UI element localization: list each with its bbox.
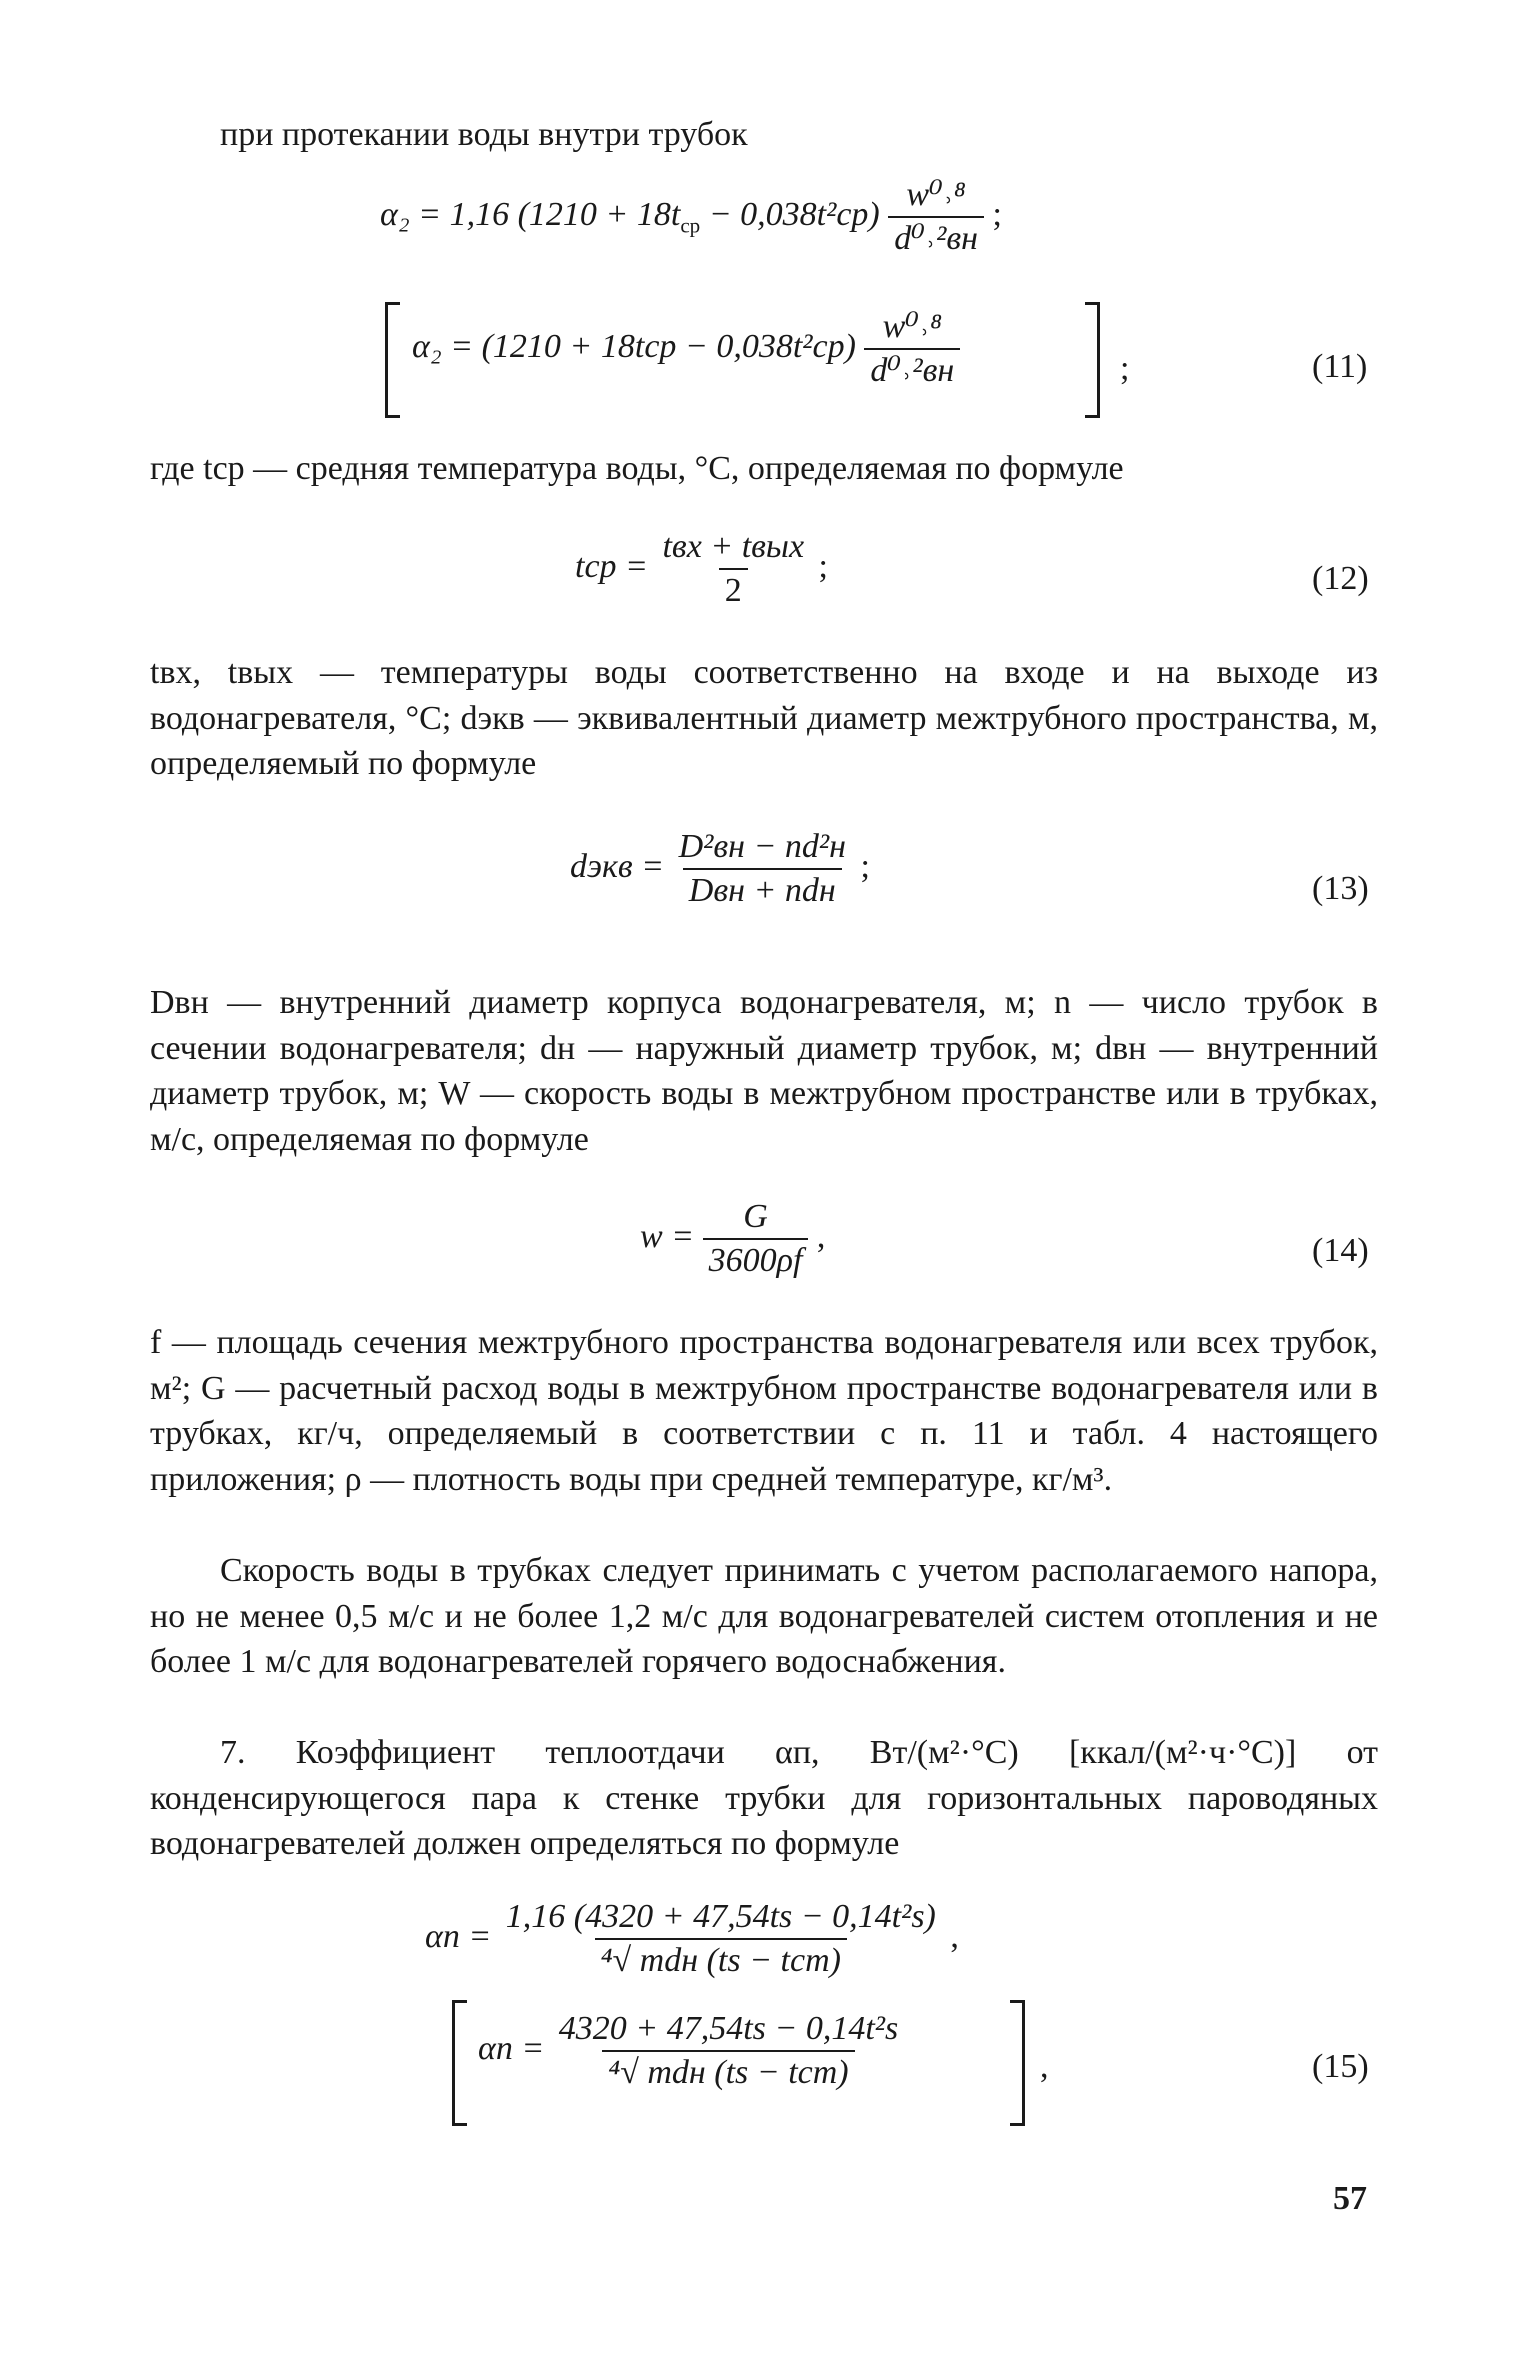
eq14-left: w = [640, 1217, 695, 1255]
page-number: 57 [1333, 2180, 1367, 2217]
equation-number-12: (12) [1312, 560, 1369, 597]
equation-number-14: (14) [1312, 1232, 1369, 1269]
equation-13 [570, 830, 870, 908]
eq11-line2-tail: ; [1120, 350, 1130, 387]
eq11-right-bracket [1085, 302, 1100, 418]
eq11-line2-denominator: d⁰˒²вн [864, 348, 960, 388]
eq12-fraction [656, 530, 810, 608]
intro-text: при протекании воды внутри трубок [220, 116, 748, 153]
paragraph-section-area: f — площадь сечения межтрубного пространства водонагревателя или всех трубок, м²; G — расчетный расход воды в межтрубном пространстве водонагревателя или в трубках, кг/ч, определяемый в соответствии с п. 11 и табл. 4 настоящего приложения; ρ — плотность воды при средней температуре, кг/м³. [150, 1324, 1378, 1498]
eq11-line1-numerator: w⁰˒⁸ [906, 176, 966, 213]
eq13-denominator: Dвн + ndн [683, 868, 842, 908]
eq11-line1-fraction [888, 178, 984, 256]
eq11-line1-denominator: d⁰˒²вн [888, 216, 984, 256]
eq13-fraction [673, 830, 852, 908]
eq15-line2-left: αп = [478, 2029, 545, 2067]
equation-number-15: (15) [1312, 2048, 1369, 2085]
paragraph-diameters: Dвн — внутренний диаметр корпуса водонагревателя, м; n — число трубок в сечении водонагревателя; dн — наружный диаметр трубок, м; dвн — внутренний диаметр трубок, м; W — скорость воды в межтрубном пространстве или в трубках, м/с, определяемая по формуле [150, 984, 1378, 1158]
eq15-line2-numerator: 4320 + 47,54ts − 0,14t²s [558, 2010, 899, 2047]
paragraph-temperatures: tвх, tвых — температуры воды соответственно на входе и на выходе из водонагревателя, °C; dэкв — эквивалентный диаметр межтрубного пространства, м, определяемый по формуле [150, 654, 1378, 782]
eq15-line2-denominator: ⁴√ mdн (ts − tст) [602, 2050, 854, 2090]
eq15-line2-tail: , [1040, 2048, 1049, 2085]
eq15-line1-left: αп = [425, 1917, 492, 1955]
eq14-denominator: 3600ρf [703, 1238, 809, 1278]
eq11-line2-numerator: w⁰˒⁸ [882, 308, 943, 345]
eq13-tail: ; [860, 847, 870, 885]
eq15-line1-denominator: ⁴√ mdн (ts − tст) [595, 1938, 847, 1978]
equation-number-13: (13) [1312, 870, 1369, 907]
eq11-line1-left: α₂ = 1,16 (1210 + 18t [380, 195, 681, 233]
eq14-tail: , [816, 1217, 826, 1255]
eq15-left-bracket [452, 2000, 467, 2126]
eq15-right-bracket [1010, 2000, 1025, 2126]
eq11-line2-left: α₂ = (1210 + 18tср − 0,038t²ср) [412, 327, 856, 365]
eq14-numerator: G [743, 1198, 768, 1235]
eq11-line1-rest: − 0,038t²ср) [700, 195, 880, 233]
eq11-line1-sub: ср [680, 213, 701, 238]
eq12-numerator: tвх + tвых [662, 528, 805, 565]
equation-15-line-1 [425, 1900, 959, 1978]
eq13-left: dэкв = [570, 847, 665, 885]
equation-11-line-2 [412, 310, 960, 388]
eq15-line2-fraction [553, 2012, 904, 2090]
eq11-line1-tail: ; [992, 195, 1002, 233]
eq11-left-bracket [385, 302, 400, 418]
eq15-line1-tail: , [950, 1917, 959, 1955]
eq14-fraction [703, 1200, 809, 1278]
equation-12 [575, 530, 828, 608]
eq11-line2-fraction [864, 310, 960, 388]
eq15-line1-numerator: 1,16 (4320 + 47,54ts − 0,14t²s) [505, 1898, 936, 1935]
equation-11-line-1 [380, 178, 1002, 256]
eq12-left: tср = [575, 547, 648, 585]
paragraph-heat-transfer: 7. Коэффициент теплоотдачи αп, Вт/(м²·°C) [ккал/(м²·ч·°C)] от конденсирующегося пара к стенке трубки для горизонтальных пароводяных водонагревателей должен определяться по формуле [150, 1734, 1378, 1862]
equation-number-11: (11) [1312, 348, 1368, 385]
eq13-numerator: D²вн − nd²н [678, 828, 846, 865]
eq12-denominator: 2 [719, 568, 748, 608]
eq12-tail: ; [818, 547, 828, 585]
paragraph-tcp-definition: где tср — средняя температура воды, °C, определяемая по формуле [150, 450, 1124, 487]
equation-15-line-2 [478, 2012, 904, 2090]
eq15-line1-fraction [500, 1900, 942, 1978]
equation-14 [640, 1200, 825, 1278]
paragraph-water-velocity: Скорость воды в трубках следует принимать с учетом располагаемого напора, но не менее 0,5 м/с и не более 1,2 м/с для водонагревателей систем отопления и не более 1 м/с для водонагревателей горячего водоснабжения. [150, 1552, 1378, 1680]
